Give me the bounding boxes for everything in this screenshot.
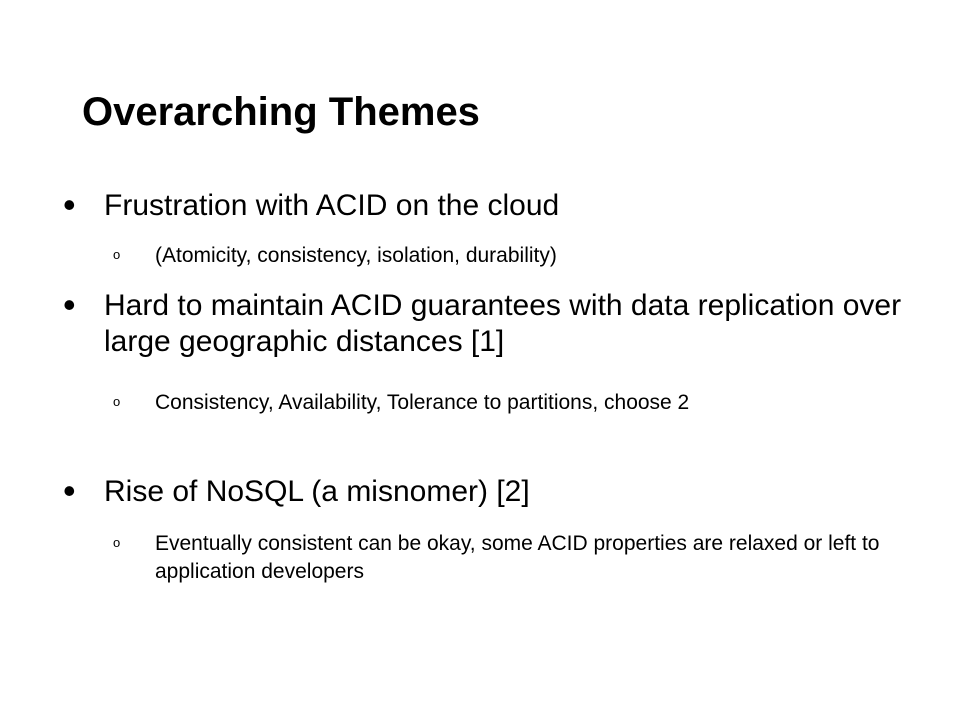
sub-bullet-item: [113, 530, 925, 586]
bullet-dot-icon: •: [63, 470, 76, 511]
bullet-item: [63, 284, 924, 360]
sub-bullet-circle-icon: o: [113, 247, 121, 262]
sub-bullet-item: [113, 242, 925, 270]
sub-bullet-circle-icon: o: [113, 394, 121, 409]
slide-title: Overarching Themes: [82, 90, 480, 134]
bullet-text: Hard to maintain ACID guarantees with data replication over large geographic distances [1]: [104, 289, 902, 358]
sub-bullet-text: (Atomicity, consistency, isolation, durability): [155, 244, 557, 267]
bullet-dot-icon: •: [63, 284, 76, 325]
bullet-item: [63, 184, 924, 225]
bullet-item: [63, 470, 924, 511]
sub-bullet-item: [113, 389, 925, 417]
bullet-text: Rise of NoSQL (a misnomer) [2]: [104, 475, 530, 508]
sub-bullet-text: Consistency, Availability, Tolerance to partitions, choose 2: [155, 391, 690, 414]
sub-bullet-text: Eventually consistent can be okay, some ACID properties are relaxed or left to application developers: [155, 532, 880, 583]
bullet-dot-icon: •: [63, 184, 76, 225]
sub-bullet-circle-icon: o: [113, 535, 121, 550]
bullet-text: Frustration with ACID on the cloud: [104, 189, 560, 222]
